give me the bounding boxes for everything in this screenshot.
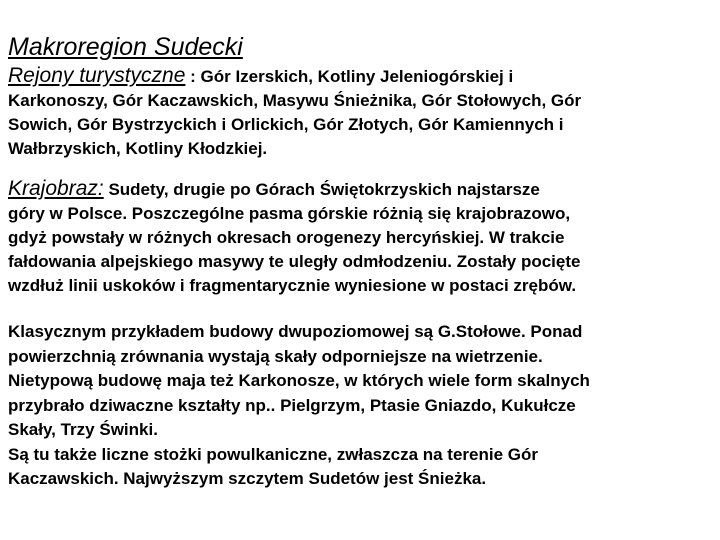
- paragraph-line: gdyż powstały w różnych okresach orogenezy hercyńskiej. W trakcie: [8, 228, 565, 247]
- paragraph-line: przybrało dziwaczne kształty np.. Pielgrzym, Ptasie Gniazdo, Kukułcze: [8, 395, 576, 415]
- paragraph-line: powierzchnią zrównania wystają skały odporniejsze na wietrzenie.: [8, 346, 543, 366]
- paragraph-line: Wałbrzyskich, Kotliny Kłodzkiej.: [8, 139, 268, 158]
- paragraph-line: [8, 177, 712, 202]
- paragraph-line: Klasycznym przykładem budowy dwupoziomowej są G.Stołowe. Ponad: [8, 322, 583, 341]
- paragraph-line: Karkonoszy, Gór Kaczawskich, Masywu Śnieżnika, Gór Stołowych, Gór: [8, 91, 582, 110]
- paragraph-tourist-regions: [8, 64, 712, 161]
- paragraph-line: Skały, Trzy Świnki.: [8, 420, 158, 439]
- page-title: Makroregion Sudecki: [8, 33, 243, 61]
- section-heading-landscape: Krajobraz:: [8, 177, 104, 200]
- paragraph-text: Sudety, drugie po Górach Świętokrzyskich najstarsze: [103, 180, 540, 199]
- paragraph-text: : Gór Izerskich, Kotliny Jeleniogórskiej i: [185, 67, 514, 86]
- paragraph-line: wzdłuż linii uskoków i fragmentarycznie wyniesione w postaci zrębów.: [8, 276, 577, 295]
- slide: [8, 32, 712, 492]
- paragraph-line: fałdowania alpejskiego masywy te uległy odmłodzeniu. Zostały pocięte: [8, 252, 581, 271]
- section-heading-tourist-regions: Rejony turystyczne: [8, 64, 186, 87]
- paragraph-examples: [8, 320, 712, 492]
- paragraph-line: [8, 64, 712, 89]
- paragraph-line: góry w Polsce. Poszczególne pasma górskie różnią się krajobrazowo,: [8, 204, 571, 223]
- paragraph-landscape: [8, 177, 712, 298]
- paragraph-line: Są tu także liczne stożki powulkaniczne, zwłaszcza na terenie Gór: [8, 444, 538, 464]
- paragraph-line: Kaczawskich. Najwyższym szczytem Sudetów jest Śnieżka.: [8, 469, 487, 488]
- paragraph-line: Nietypową budowę maja też Karkonosze, w których wiele form skalnych: [8, 371, 590, 390]
- paragraph-line: Sowich, Gór Bystrzyckich i Orlickich, Gór Złotych, Gór Kamiennych i: [8, 115, 564, 134]
